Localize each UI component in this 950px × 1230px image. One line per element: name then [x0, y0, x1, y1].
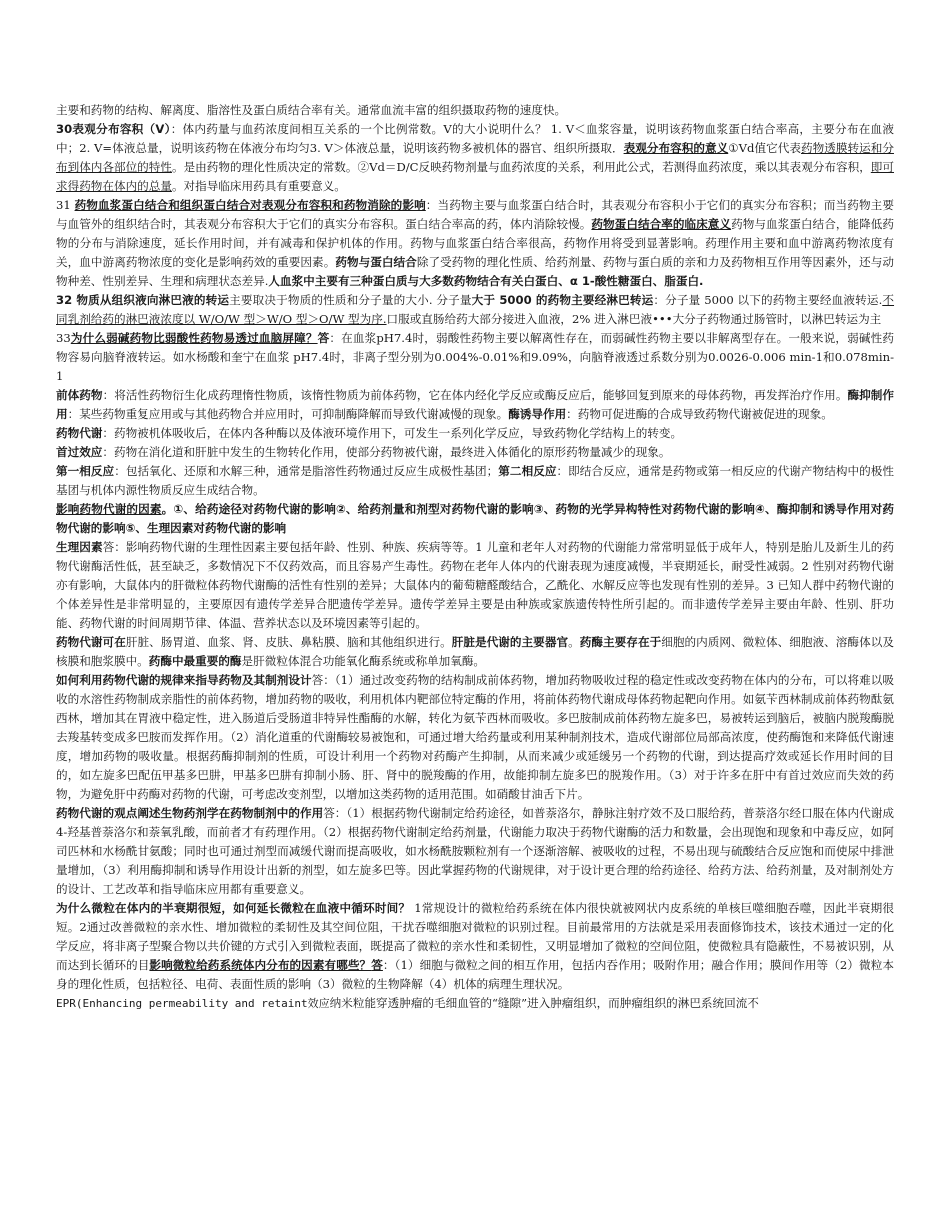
heading-formulation-design: 如何利用药物代谢的规律来指导药物及其制剂设计: [56, 673, 312, 687]
heading-blood-brain-barrier: 为什么弱碱药物比弱酸性药物易透过血脑屏障？: [70, 331, 318, 345]
heading-protein-binding: 药物血浆蛋白结合和组织蛋白结合对表观分布容积和药物消除的影响: [74, 198, 426, 212]
heading-prodrug: 前体药物: [56, 388, 103, 402]
paragraph-lymph-transport: 32 物质从组织液向淋巴液的转运主要取决于物质的性质和分子量的大小. 分子量大于 5000 的药物主要经淋巴转运：分子量 5000 以下的药物主要经血液转运.不同乳剂给药的淋巴液浓度以 W/O/W 型＞W/O 型＞O/W 型为序.口服或直肠给药大部分接进入血液，2% 进入淋巴液•••大分子药物通过肠管时，以淋巴转运为主: [56, 293, 895, 326]
paragraph-physiological-factors: 生理因素答：影响药物代谢的生理性因素主要包括年龄、性别、种族、疾病等等。1 儿童和老年人对药物的代谢能力常常明显低于成年人，特别是胎儿及新生儿的药物代谢酶活性低，甚至缺乏，多数情况下不仅药效高，而且容易产生毒性。药物在老年人体内的代谢表现为速度减慢，半衰期延长，耐受性减弱。2 性别对药物代谢亦有影响，大鼠体内的肝微粒体药物代谢酶的活性有性别的差异；大鼠体内的葡萄糖醛酸结合，乙酰化、水解反应等也发现有性别的差异。3 已知人群中药物代谢的个体差异性是非常明显的，主要原因有遗传学差异合肥遗传学差异。遗传学差异主要是由种族或家族遗传特性所引起的。而非遗传学差异主要由年龄、性别、肝功能、药物代谢的时间周期节律、体温、营养状态以及环境因素等引起的。: [56, 540, 894, 630]
heading-apparent-volume: 30表观分布容积（V）: [56, 122, 171, 136]
paragraph-protein-binding: 31 药物血浆蛋白结合和组织蛋白结合对表观分布容积和药物消除的影响：当药物主要与血浆蛋白结合时，其表观分布容积小于它们的真实分布容积；而当药物主要与血管外的组织结合时，其表观分布容积大于它们的真实分布容积。蛋白结合率高的药，体内消除较慢。药物蛋白结合率的临床意义药物与血浆蛋白结合，能降低药物的分布与消除速度，延长作用时间，并有减毒和保护机体的作用。药物与血浆蛋白结合率很高，药物作用将受到显著影响。药理作用主要和血中游离药物浓度有关，血中游离药物浓度的变化是影响药效的重要因素。药物与蛋白结合除了受药物的理化性质、给药剂量、药物与蛋白质的亲和力及药物相互作用等因素外，还与动物种差、性别差异、生理和病理状态差异.人血浆中主要有三种蛋白质与大多数药物结合有关白蛋白、α 1-酸性糖蛋白、脂蛋白.: [56, 198, 894, 288]
heading-microparticle-distribution: 影响微粒给药系统体内分布的因素有哪些？: [149, 958, 372, 972]
paragraph-phase-reactions: 第一相反应：包括氧化、还原和水解三种，通常是脂溶性药物通过反应生成极性基团；第二相反应：即结合反应，通常是药物或第一相反应的代谢产物结构中的极性基团与机体内源性物质反应生成结合物。: [56, 464, 894, 497]
heading-metabolism-factors: 影响药物代谢的因素: [56, 502, 162, 516]
heading-lymph-transport: 32 物质从组织液向淋巴液的转运: [56, 293, 230, 307]
paragraph-metabolism-factors: 影响药物代谢的因素。①、给药途径对药物代谢的影响②、给药剂量和剂型对药物代谢的影响③、药物的光学异构特性对药物代谢的影响④、酶抑制和诱导作用对药物代谢的影响⑤、生理因素对药物代谢的影响: [56, 502, 894, 535]
paragraph-first-pass: 首过效应：药物在消化道和肝脏中发生的生物转化作用，使部分药物被代谢，最终进入体循化的原形药物量减少的现象。: [56, 445, 671, 459]
paragraph-microparticle-half-life: 为什么微粒在体内的半衰期很短，如何延长微粒在血液中循环时间？ 1常规设计的微粒给药系统在体内很快就被网状内皮系统的单核巨噬细胞吞噬，因此半衰期很短。2通过改善微粒的亲水性、增加微粒的柔韧性及其空间位阻，干扰吞噬细胞对微粒的识别过程。目前最常用的方法就是采用表面修饰技术，该技术通过一定的化学反应，将非离子型聚合物以共价键的方式引入到微粒表面，既提高了微粒的亲水性和柔韧性，又明显增加了微粒的空间位阻，使微粒具有隐蔽性，不易被识别，从而达到长循环的目影响微粒给药系统体内分布的因素有哪些？答：（1）细胞与微粒之间的相互作用，包括内吞作用；吸附作用；融合作用；膜间作用等（2）微粒本身的理化性质，包括粒径、电荷、表面性质的影响（3）微粒的生物降解（4）机体的病理生理状况。: [56, 901, 894, 991]
paragraph-apparent-volume: 30表观分布容积（V）：体内药量与血药浓度间相互关系的一个比例常数。V的大小说明什么？ 1. V＜血浆容量，说明该药物血浆蛋白结合率高，主要分布在血液中；2. V=体液总量，说明该药物在体液分布均匀3. V＞体液总量，说明该药物多被机体的器官、组织所摄取．表观分布容积的意义①Vd值它代表药物透膜转运和分布到体内各部位的特性。是由药物的理化性质决定的常数。②Vd＝D/C反映药物剂量与血药浓度的关系，利用此公式，若测得血药浓度，乘以其表观分布容积，即可求得药物在体内的总量。对指导临床用药具有重要意义。: [56, 122, 895, 193]
heading-phase-one: 第一相反应: [56, 464, 115, 478]
heading-microparticle-half-life: 为什么微粒在体内的半衰期很短，如何延长微粒在血液中循环时间？: [56, 901, 411, 915]
heading-epr-effect: EPR(Enhancing permeability and retaint效应: [56, 997, 330, 1010]
paragraph-metabolism-sites: 药物代谢可在肝脏、肠胃道、血浆、肾、皮肤、鼻粘膜、脑和其他组织进行。肝脏是代谢的主要器官。药酶主要存在于细胞的内质网、微粒体、细胞液、溶酶体以及核膜和胞浆膜中。药酶中最重要的酶是肝微粒体混合功能氧化酶系统或称单加氧酶。: [56, 635, 894, 668]
paragraph-tissue-uptake: 主要和药物的结构、解离度、脂溶性及蛋白质结合率有关。通常血流丰富的组织摄取药物的速度快。: [56, 103, 567, 117]
paragraph-formulation-design: 如何利用药物代谢的规律来指导药物及其制剂设计答：（1）通过改变药物的结构制成前体药物，增加药物吸收过程的稳定性或改变药物在体内的分布，可以将难以吸收的水溶性药物制成亲脂性的前体药物，增加药物的吸收，利用机体内靶部位特定酶的作用，将前体药物代谢成母体药物起靶向作用。如氨苄西林制成前体药物酞氨西林，增加其在胃液中稳定性，进入肠道后受肠道非特异性酯酶的水解，转化为氨苄西林而吸收。多巴胺制成前体药物左旋多巴，易被转运到脑后，被脑内脱羧酶脱去羧基转变成多巴胺而发挥作用。（2）消化道重的代谢酶较易被饱和，可通过增大给药量或利用某种制剂技术，造成代谢部位局部高浓度，使药酶饱和来降低代谢速度，增加药物的吸收量。根据药酶抑制剂的性质，可设计利用一个药物对药酶产生抑制，从而来减少或延缓另一个药物的代谢，到达提高疗效或延长作用时间的目的，如左旋多巴配伍甲基多巴肼，甲基多巴肼有抑制小肠、肝、肾中的脱羧酶的作用，故能抑制左旋多巴的脱羧作用。（3）对于许多在肝中有首过效应而失效的药物，为避免肝中药酶对药物的代谢，可考虑改变剂型，以增加这类药物的适用范围。如硝酸甘油舌下片。: [56, 673, 894, 801]
paragraph-blood-brain-barrier: 33为什么弱碱药物比弱酸性药物易透过血脑屏障？答：在血浆pH7.4时，弱酸性药物主要以解离性存在，而弱碱性药物主要以非解离型存在。一般来说，弱碱性药物容易向脑脊液转运。如水杨酸和奎宁在血浆 pH7.4时，非离子型分别为0.004%-0.01%和9.09%，向脑脊液透过系数分别为0.0026-0.006 min-1和0.078min-1: [56, 331, 894, 383]
paragraph-epr-effect: EPR(Enhancing permeability and retaint效应纳米粒能穿透肿瘤的毛细血管的“缝隙”进入肿瘤组织，而肿瘤组织的淋巴系统回流不: [56, 996, 759, 1010]
heading-first-pass: 首过效应: [56, 445, 103, 459]
paragraph-prodrug: 前体药物：将活性药物衍生化成药理惰性物质，该惰性物质为前体药物，它在体内经化学反应或酶反应后，能够回复到原来的母体药物，再发挥治疗作用。酶抑制作用：某些药物重复应用或与其他药物合并应用时，可抑制酶降解而导致代谢减慢的现象。酶诱导作用：药物可促进酶的合成导致药物代谢被促进的现象。: [56, 388, 894, 421]
heading-phase-two: 第二相反应: [498, 464, 557, 478]
heading-biopharmaceutics-role: 药物代谢的观点阐述生物药剂学在药物制剂中的作用: [56, 806, 324, 820]
heading-drug-metabolism: 药物代谢: [56, 426, 103, 440]
heading-physiological-factors: 生理因素: [56, 540, 103, 554]
paragraph-drug-metabolism: 药物代谢：药物被机体吸收后，在体内各种酶以及体液环境作用下，可发生一系列化学反应，导致药物化学结构上的转变。: [56, 426, 683, 440]
paragraph-biopharmaceutics-role: 药物代谢的观点阐述生物药剂学在药物制剂中的作用答：（1）根据药物代谢制定给药途径，如普萘洛尔，静脉注射疗效不及口服给药，普萘洛尔经口服在体内代谢成 4-羟基普萘洛尔和萘氧乳酸，而前者才有药理作用。（2）根据药物代谢制定给药剂量，代谢能力取决于药物代谢酶的活力和数量，会出现饱和现象和中毒反应，如阿司匹林和水杨酰甘氨酸；同时也可通过剂型而减缓代谢而提高吸收，如水杨酰胺颗粒剂有一个逐渐溶解、被吸收的过程，不易出现与硫酸结合反应饱和而使尿中排泄量增加，（3）利用酶抑制和诱导作用设计出新的剂型，如左旋多巴等。因此掌握药物的代谢规律，对于设计更合理的给药途径、给药方法、给药剂量，及对制剂处方的设计、工艺改革和指导临床应用都有重要意义。: [56, 806, 894, 896]
